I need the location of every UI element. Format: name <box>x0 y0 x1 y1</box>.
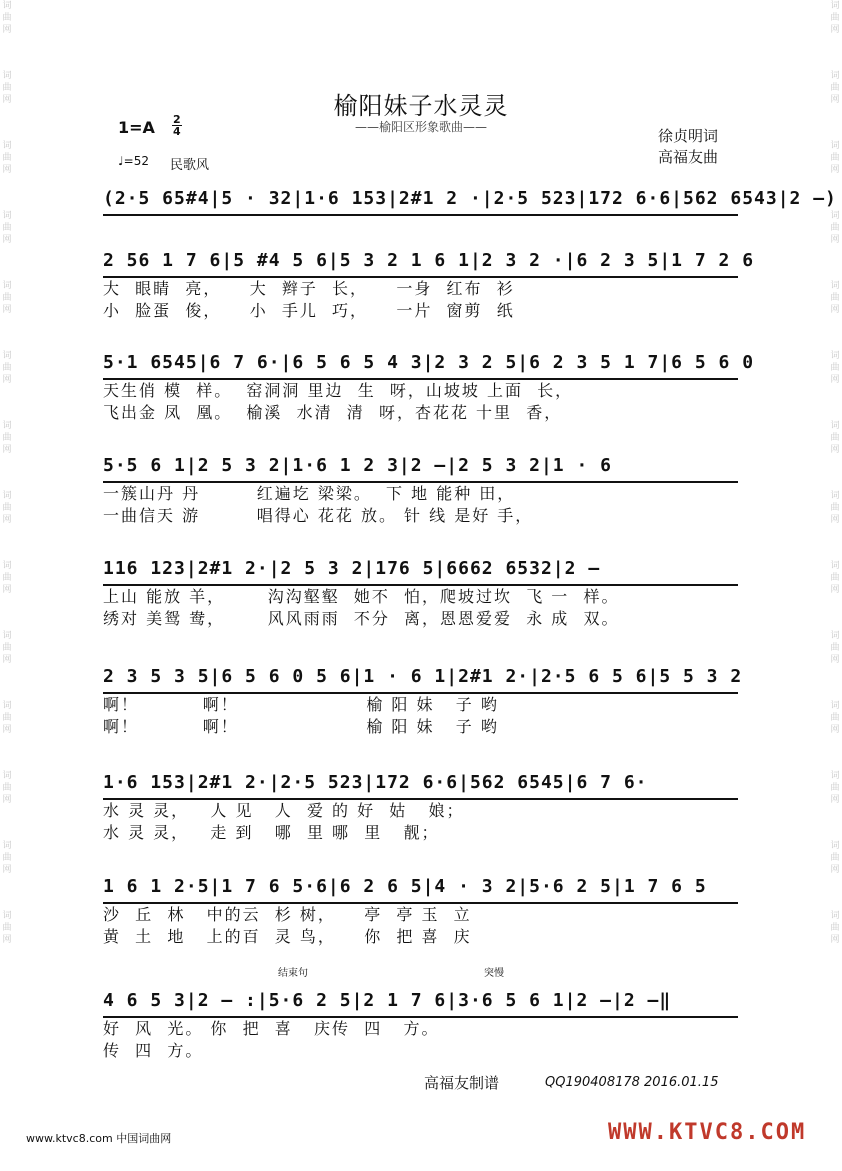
watermark-text: 词曲网 <box>830 631 840 665</box>
time-signature <box>172 114 182 137</box>
lyrics-verse-1: 一簇山丹 丹 红遍圪 梁梁。 下 地 能种 田， <box>103 484 516 503</box>
watermark-text: 词曲网 <box>830 141 840 175</box>
time-signature-bottom: 4 <box>173 125 181 138</box>
watermark-text: 词曲网 <box>2 71 12 105</box>
lyrics-verse-2: 啊！ 啊！ 榆 阳 妹 子 哟 <box>103 717 499 736</box>
lyrics-verse-2: 一曲信天 游 唱得心 花花 放。 针 线 是好 手， <box>103 506 534 525</box>
watermark-text: 词曲网 <box>830 421 840 455</box>
score-system <box>103 186 837 216</box>
lyrics-verse-1: 啊！ 啊！ 榆 阳 妹 子 哟 <box>103 695 499 714</box>
watermark-text: 词曲网 <box>2 1 12 35</box>
watermark-text: 词曲网 <box>2 421 12 455</box>
watermark-text: 词曲网 <box>830 701 840 735</box>
notation-line: 4 6 5 3|2 – :|5·6 2 5|2 1 7 6|3·6 5 6 1|2 –|2 –‖ <box>103 988 738 1018</box>
watermark-text: 词曲网 <box>830 561 840 595</box>
site-link-left[interactable]: www.ktvc8.com 中国词曲网 <box>26 1132 172 1145</box>
time-signature-top: 2 <box>173 113 181 126</box>
site-logo-right[interactable]: WWW.KTVC8.COM <box>608 1120 807 1145</box>
watermark-text: 词曲网 <box>830 841 840 875</box>
composer-credit: 高福友曲 <box>658 148 719 166</box>
notation-line: 5·1 6545|6 7 6·|6 5 6 5 4 3|2 3 2 5|6 2 3 5 1 7|6 5 6 0 <box>103 350 738 380</box>
watermark-text: 词曲网 <box>2 561 12 595</box>
notation-line: 2 3 5 3 5|6 5 6 0 5 6|1 · 6 1|2#1 2·|2·5 6 5 6|5 5 3 2 <box>103 664 738 694</box>
contact-date: QQ190408178 2016.01.15 <box>545 1075 719 1090</box>
style-marking: 民歌风 <box>170 158 210 173</box>
lyrics-verse-1: 大 眼睛 亮， 大 辫子 长， 一身 红布 衫 <box>103 279 515 298</box>
watermark-text: 词曲网 <box>830 71 840 105</box>
watermark-text: 词曲网 <box>2 351 12 385</box>
lyrics-verse-2: 水 灵 灵， 走 到 哪 里 哪 里 靓； <box>103 823 440 842</box>
notation-line: 1·6 153|2#1 2·|2·5 523|172 6·6|562 6545|6 7 6· <box>103 770 738 800</box>
watermark-text: 词曲网 <box>830 211 840 245</box>
lyrics-verse-2: 飞出金 凤 凰。 榆溪 水清 清 呀，杏花花 十里 香， <box>103 403 563 422</box>
ending-tag: 结束句 <box>278 968 308 979</box>
song-subtitle: ——榆阳区形象歌曲—— <box>354 120 487 134</box>
tempo-marking: ♩=52 <box>118 154 149 168</box>
slow-tag: 突慢 <box>484 968 504 979</box>
score-system <box>103 988 738 1062</box>
lyricist-credit: 徐贞明词 <box>658 127 719 145</box>
watermark-text: 词曲网 <box>830 911 840 945</box>
watermark-text: 词曲网 <box>830 281 840 315</box>
credits <box>658 126 718 168</box>
notation-line: 1 6 1 2·5|1 7 6 5·6|6 2 6 5|4 · 3 2|5·6 2 5|1 7 6 5 <box>103 874 738 904</box>
notation-line: (2·5 65#4|5 · 32|1·6 153|2#1 2 ·|2·5 523|172 6·6|562 6543|2 –) <box>103 186 738 216</box>
watermark-text: 词曲网 <box>2 911 12 945</box>
watermark-text: 词曲网 <box>830 1 840 35</box>
watermark-right-strip <box>828 0 842 1171</box>
watermark-text: 词曲网 <box>2 141 12 175</box>
lyrics-verse-2: 绣对 美鸳 鸯， 风风雨雨 不分 离，恩恩爱爱 永 成 双。 <box>103 609 620 628</box>
key-signature: 1=A <box>118 118 155 137</box>
song-title: 榆阳妹子水灵灵 <box>333 92 509 120</box>
watermark-text: 词曲网 <box>2 211 12 245</box>
watermark-text: 词曲网 <box>2 491 12 525</box>
lyrics-verse-1: 天生俏 模 样。 窑洞洞 里边 生 呀，山坡坡 上面 长， <box>103 381 574 400</box>
lyrics-verse-1: 水 灵 灵， 人 见 人 爱 的 好 姑 娘； <box>103 801 465 820</box>
watermark-text: 词曲网 <box>830 771 840 805</box>
notation-line: 2 56 1 7 6|5 #4 5 6|5 3 2 1 6 1|2 3 2 ·|6 2 3 5|1 7 2 6 <box>103 248 738 278</box>
watermark-text: 词曲网 <box>830 491 840 525</box>
watermark-left-strip <box>0 0 14 1171</box>
score-system <box>103 350 755 424</box>
lyrics-verse-2: 黄 土 地 上的百 灵 鸟， 你 把 喜 庆 <box>103 927 472 946</box>
notation-line: 116 123|2#1 2·|2 5 3 2|176 5|6662 6532|2 – <box>103 556 738 586</box>
score-system <box>103 453 738 527</box>
score-system <box>103 556 738 630</box>
score-system <box>103 874 738 948</box>
lyrics-verse-1: 上山 能放 羊， 沟沟壑壑 她不 怕，爬坡过坎 飞 一 样。 <box>103 587 620 606</box>
score-system <box>103 664 743 738</box>
lyrics-verse-2: 小 脸蛋 俊， 小 手儿 巧， 一片 窗剪 纸 <box>103 301 515 320</box>
notation-line: 5·5 6 1|2 5 3 2|1·6 1 2 3|2 –|2 5 3 2|1 · 6 <box>103 453 738 483</box>
score-system <box>103 248 755 322</box>
watermark-text: 词曲网 <box>2 841 12 875</box>
lyrics-verse-1: 沙 丘 林 中的云 杉 树， 亭 亭 玉 立 <box>103 905 472 924</box>
watermark-text: 词曲网 <box>2 281 12 315</box>
lyrics-verse-2: 传 四 方。 <box>103 1041 204 1060</box>
watermark-text: 词曲网 <box>2 701 12 735</box>
transcriber-credit: 高福友制谱 <box>424 1074 500 1092</box>
watermark-text: 词曲网 <box>2 631 12 665</box>
watermark-text: 词曲网 <box>2 771 12 805</box>
lyrics-verse-1: 好 风 光。 你 把 喜 庆传 四 方。 <box>103 1019 440 1038</box>
watermark-text: 词曲网 <box>830 351 840 385</box>
score-system <box>103 770 738 844</box>
